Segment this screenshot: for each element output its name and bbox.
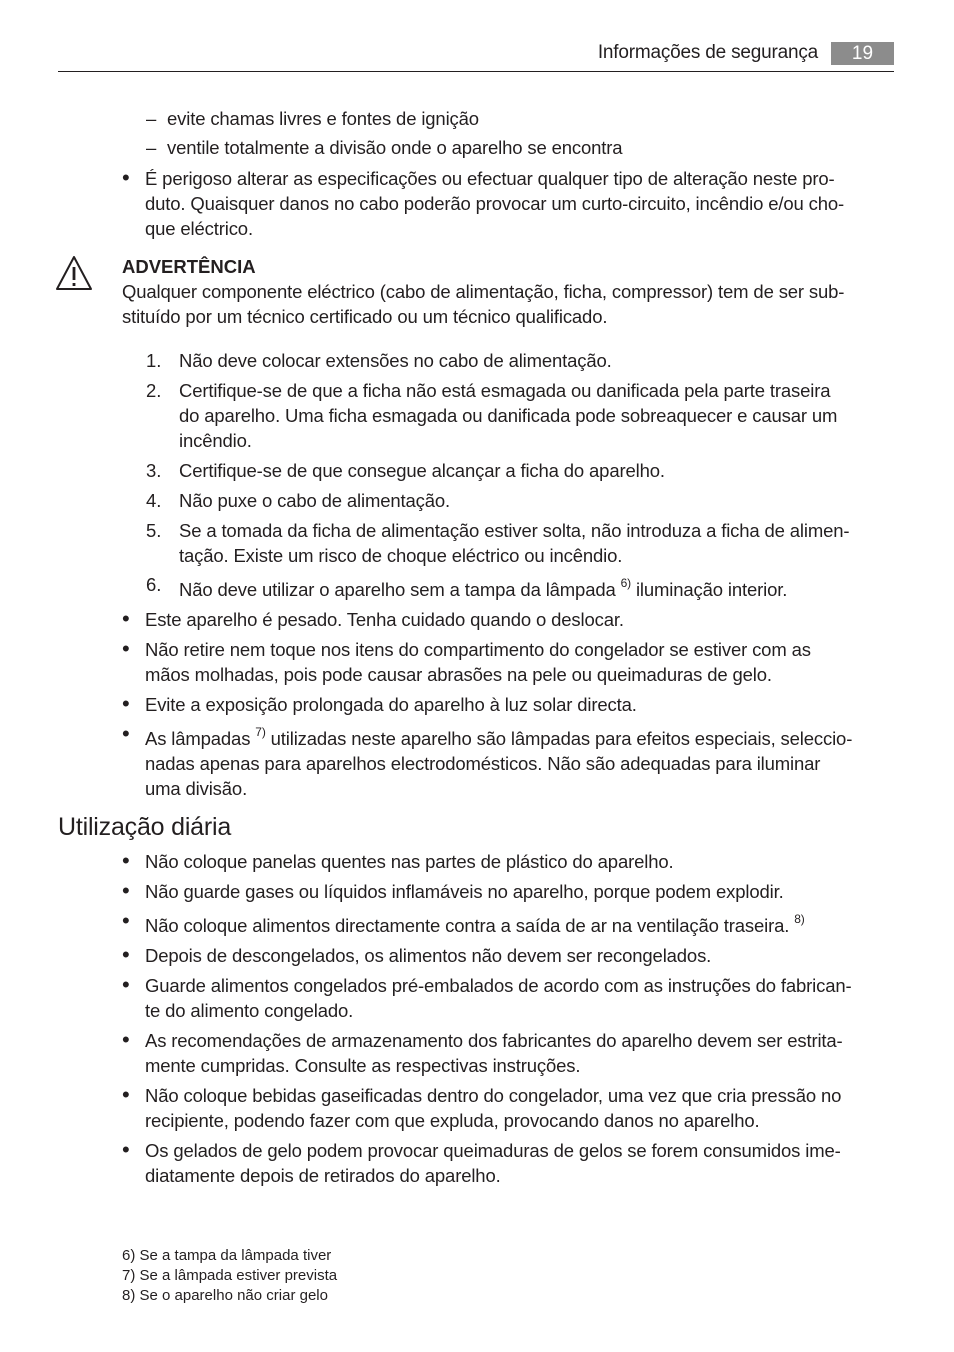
text-line: mãos molhadas, pois pode causar abrasões na pele ou queimaduras de gelo. [145,664,772,685]
list-item [145,1028,843,1078]
text-run: Não deve utilizar o aparelho sem a tampa da lâmpada [179,579,621,600]
dash-marker: – [146,137,157,158]
bullet-marker: • [122,1082,130,1107]
text-run: Não coloque alimentos directamente contra a saída de ar na ventilação traseira. [145,915,795,936]
section-heading: Utilização diária [58,813,232,841]
text-line: Se a tomada da ficha de alimentação estiver solta, não introduza a ficha de alimen- [179,520,850,541]
bullet-marker: • [122,691,130,716]
text-line: te do alimento congelado. [145,1000,354,1021]
text-line: nadas apenas para aparelhos electrodomésticos. Não são adequadas para iluminar [145,753,821,774]
text-line: stituído por um técnico certificado ou um técnico qualificado. [122,306,608,327]
numbered-item [179,518,849,568]
list-item [145,943,711,968]
text-line: diatamente depois de retirados do aparelho. [145,1165,501,1186]
text-line: duto. Quaisquer danos no cabo poderão provocar um curto-circuito, incêndio e/ou cho- [145,193,845,214]
bullet-marker: • [122,1027,130,1052]
text-line: recipiente, podendo fazer com que expluda, provocando danos no aparelho. [145,1110,760,1131]
text-line: uma divisão. [145,778,248,799]
text-line: Qualquer componente eléctrico (cabo de alimentação, ficha, compressor) tem de ser sub- [122,281,845,302]
numbered-item [179,458,665,483]
footnote: 8) Se o aparelho não criar gelo [122,1287,328,1304]
bullet-marker: • [122,721,130,746]
list-item [145,1138,841,1188]
text-line: tação. Existe um risco de choque eléctrico ou incêndio. [179,545,623,566]
text-line: Não guarde gases ou líquidos inflamáveis no aparelho, porque podem explodir. [145,881,784,902]
list-number: 1. [146,350,162,371]
text-line: que eléctrico. [145,218,253,239]
footnote-ref: 7) [255,725,266,739]
dash-marker: – [146,108,157,129]
list-number: 3. [146,460,162,481]
bullet-marker: • [122,165,130,190]
warning-triangle-icon [55,255,93,291]
bullet-marker: • [122,1137,130,1162]
bullet-marker: • [122,606,130,631]
text-line: Não retire nem toque nos itens do compartimento do congelador se estiver com as [145,639,811,660]
page-number: 19 [831,42,894,65]
text-line: Guarde alimentos congelados pré-embalados de acordo com as instruções do fabrican- [145,975,852,996]
list-item [145,973,852,1023]
list-item [145,879,784,904]
bullet-marker: • [122,972,130,997]
list-number: 6. [146,574,162,595]
numbered-item [179,348,612,373]
dash-item: ventile totalmente a divisão onde o aparelho se encontra [167,137,623,158]
bullet-marker: • [122,848,130,873]
warning-text [122,279,844,329]
footnote-ref: 8) [794,912,805,926]
numbered-item [179,488,450,513]
numbered-item [179,378,837,453]
list-item [145,637,811,687]
list-number: 4. [146,490,162,511]
text-line: As recomendações de armazenamento dos fabricantes do aparelho devem ser estrita- [145,1030,843,1051]
text-line: É perigoso alterar as especificações ou efectuar qualquer tipo de alteração neste pro- [145,168,835,189]
text-line: incêndio. [179,430,252,451]
warning-title: ADVERTÊNCIA [122,256,256,277]
list-item [145,692,637,717]
text-line: Depois de descongelados, os alimentos não devem ser recongelados. [145,945,712,966]
numbered-item [179,577,787,602]
bullet-marker: • [122,636,130,661]
text-line: Não coloque panelas quentes nas partes de plástico do aparelho. [145,851,674,872]
text-line: mente cumpridas. Consulte as respectivas instruções. [145,1055,581,1076]
text-line: Não coloque bebidas gaseificadas dentro do congelador, uma vez que cria pressão no [145,1085,842,1106]
list-item [145,1083,841,1133]
text-run: iluminação interior. [630,579,788,600]
bullet-marker: • [122,942,130,967]
bullet-marker: • [122,908,130,933]
text-line: Este aparelho é pesado. Tenha cuidado quando o deslocar. [145,609,624,630]
section-title: Informações de segurança [597,42,818,63]
text-line: Não deve colocar extensões no cabo de alimentação. [179,350,612,371]
text-line: Certifique-se de que a ficha não está esmagada ou danificada pela parte traseira [179,380,831,401]
text-line: Os gelados de gelo podem provocar queimaduras de gelos se forem consumidos ime- [145,1140,841,1161]
text-run: utilizadas neste aparelho são lâmpadas para efeitos especiais, seleccio- [265,728,853,749]
text-run: As lâmpadas [145,728,256,749]
list-item [145,849,673,874]
list-item [145,607,624,632]
text-line [145,726,852,751]
text-line: Evite a exposição prolongada do aparelho à luz solar directa. [145,694,637,715]
text-line: do aparelho. Uma ficha esmagada ou danificada pode sobreaquecer e causar um [179,405,838,426]
bullet-marker: • [122,878,130,903]
list-number: 2. [146,380,162,401]
dash-item: evite chamas livres e fontes de ignição [167,108,479,129]
text-line: Certifique-se de que consegue alcançar a ficha do aparelho. [179,460,665,481]
footnote: 7) Se a lâmpada estiver prevista [122,1267,338,1284]
list-item [145,726,852,801]
list-number: 5. [146,520,162,541]
text-line: Não puxe o cabo de alimentação. [179,490,450,511]
list-item [145,913,805,938]
footnote-ref: 6) [620,576,631,590]
list-item [145,166,844,241]
footnote: 6) Se a tampa da lâmpada tiver [122,1247,332,1264]
